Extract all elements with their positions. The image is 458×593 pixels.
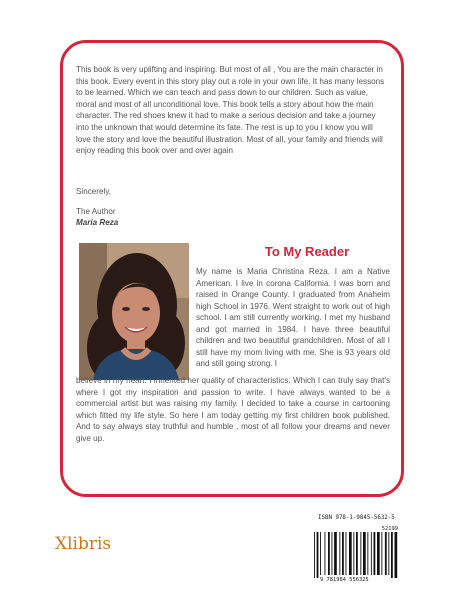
barcode-bar bbox=[363, 532, 366, 575]
barcode-bar bbox=[353, 532, 354, 575]
isbn-text: ISBN 978-1-9845-5632-5 bbox=[318, 515, 395, 521]
xlibris-logo: Xlibris bbox=[55, 534, 112, 554]
barcode-bar bbox=[346, 532, 347, 575]
barcode-digits: 9 781984 556325 bbox=[320, 577, 369, 583]
barcode-bar bbox=[374, 532, 376, 575]
author-photo bbox=[79, 243, 189, 380]
barcode-bar bbox=[371, 532, 372, 575]
barcode-bar bbox=[367, 532, 368, 575]
barcode-bar bbox=[360, 532, 361, 575]
author-name: Maria Reza bbox=[76, 218, 119, 227]
barcode-bar bbox=[356, 532, 358, 575]
barcode-bar bbox=[388, 532, 389, 575]
barcode-image bbox=[312, 522, 402, 578]
barcode-bar bbox=[317, 532, 319, 578]
author-label: The Author bbox=[76, 207, 116, 216]
barcode-bar bbox=[395, 532, 398, 578]
to-my-reader-heading: To My Reader bbox=[264, 244, 350, 259]
barcode-bar bbox=[349, 532, 352, 575]
barcode-bar bbox=[314, 532, 315, 578]
barcode-bar bbox=[339, 532, 340, 575]
intro-paragraph: This book is very uplifting and inspiring. But most of all , You are the main character in this book. Every event in this story play out a role in your own life. It has many lessons to be learned. Which we can teach and pass down to our children. Such as value, moral and most of all unconditional love. This book tells a story about how the main character. The red shoes knew it had to make a serious decision and take a journey into the unknown that would determine its fate. The rest is up to you I know you will love the story and love the beautiful illustration. Most of all, your family and friends will enjoy reading this book over and over again bbox=[76, 65, 385, 156]
barcode-bar bbox=[391, 532, 393, 578]
reader-paragraph-bottom: believe in my heart. I inherited her quality of characteristics. Which I can truly say that's where I got my inspiration and passion to write. I have always wanted to be a commercial artist but was raising my family. I decided to take a course in cartooning which fitted my life style. So here I am today getting my first children book published. And to say always stay truthful and humble , most of all follow your dreams and never give up. bbox=[76, 376, 390, 443]
barcode-bar bbox=[334, 532, 337, 575]
barcode-bar bbox=[385, 532, 387, 575]
sincerely-text: Sincerely, bbox=[76, 187, 111, 196]
barcode-bar bbox=[377, 532, 380, 575]
barcode-bar bbox=[320, 532, 321, 575]
barcode-bar bbox=[332, 532, 333, 575]
barcode-bar bbox=[325, 532, 326, 575]
barcode-bar bbox=[342, 532, 344, 575]
barcode-bar bbox=[381, 532, 382, 575]
barcode-bar bbox=[328, 532, 330, 575]
price-code: 52199 bbox=[381, 526, 398, 532]
reader-paragraph-top: My name is Maria Christina Reza. I am a Native American. I live in corona California. I was born and raised in Orange County. I graduated from Anaheim high School in 1976. Went straight to work out of high school. I am still currently working. I met my husband and got married in 1984. I have three beautiful children and two beautiful grandchildren. Most of all I still have my mom living with me. She is 93 years old and still going strong. I bbox=[196, 267, 390, 368]
